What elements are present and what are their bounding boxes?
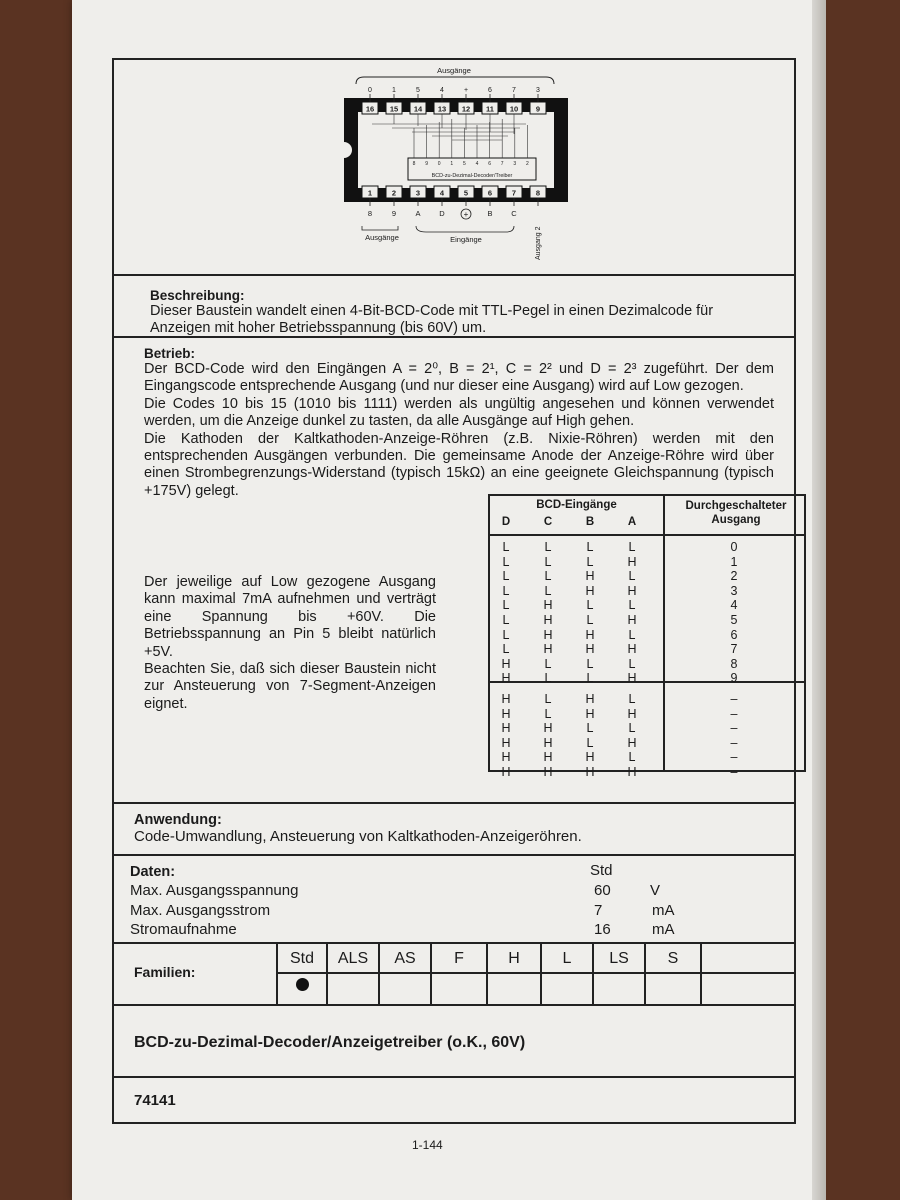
truth-col-header: C [543, 516, 553, 528]
truth-output-cell: 8 [730, 656, 738, 671]
familien-column-ls [592, 944, 644, 1004]
bottom-pin-function: 9 [391, 209, 397, 218]
daten-section [114, 854, 794, 942]
bottom-pin-function: C [511, 209, 517, 218]
bottom-pin-number: 7 [511, 188, 517, 198]
familien-end-divider [700, 944, 702, 1004]
page-edge [812, 0, 826, 1200]
top-pin-function: 6 [488, 87, 492, 94]
betrieb-paragraph-2: Die Codes 10 bis 15 (1010 bis 1111) werden als ungültig angesehen und können verwendet werden, um die Anzeige dunkel zu tasten, da alle Ausgänge auf High gehen. [144, 395, 774, 430]
truth-output-cell: – [730, 706, 738, 721]
bottom-pin-function: B [487, 209, 493, 218]
top-pin-number: 14 [413, 104, 423, 114]
bottom-pin-number: 5 [463, 188, 469, 198]
daten-value: 16 [594, 921, 611, 938]
truth-input-cell: H [627, 706, 637, 721]
truth-input-cell: L [628, 569, 636, 584]
truth-col-header: A [627, 516, 637, 528]
truth-output-cell: – [730, 735, 738, 750]
outputs-top-label: Ausgänge [437, 66, 471, 75]
truth-input-cell: H [627, 613, 637, 627]
truth-input-cell: L [544, 540, 552, 554]
bottom-pin-function: 8 [367, 209, 373, 218]
beschreibung-line-2: Anzeigen mit hoher Betriebsspannung (bis 60V) um. [150, 320, 487, 337]
truth-table-invalid-separator [490, 681, 804, 683]
familien-column-label: Std [289, 950, 314, 967]
top-pin-function: 1 [392, 87, 396, 94]
truth-input-cell: L [502, 540, 510, 554]
truth-input-cell: L [544, 569, 552, 584]
familien-section [114, 942, 794, 1004]
truth-input-cell: L [502, 598, 510, 613]
truth-output-cell: 3 [730, 583, 738, 598]
truth-input-cell: L [502, 554, 510, 569]
familien-column-label: ALS [337, 950, 369, 967]
truth-input-cell: L [544, 554, 552, 569]
truth-input-cell: H [585, 692, 595, 706]
familien-column-std [276, 944, 326, 1004]
truth-input-cell: H [585, 627, 595, 642]
betrieb-paragraph-5: Beachten Sie, daß sich dieser Baustein nicht zur Ansteuerung von 7-Segment-Anzeigen eignet. [144, 661, 436, 712]
familien-column-s [644, 944, 700, 1004]
bottom-pin-number: 3 [415, 188, 421, 198]
truth-input-cell: H [501, 721, 511, 736]
daten-column-header: Std [590, 862, 613, 879]
truth-input-cell: L [586, 613, 594, 627]
decoder-output-label: 6 [488, 161, 491, 167]
truth-input-cell: H [585, 583, 595, 598]
datasheet-frame [112, 58, 796, 1124]
truth-input-cell: H [627, 642, 637, 657]
familien-column-h [486, 944, 540, 1004]
truth-input-cell: L [502, 627, 510, 642]
decoder-output-label: 3 [513, 161, 517, 167]
truth-input-cell: L [586, 540, 594, 554]
truth-input-cell: L [628, 598, 636, 613]
truth-col-header: B [585, 516, 595, 528]
daten-value: 60 [594, 882, 611, 899]
part-number-section [114, 1076, 794, 1124]
inputs-label: Eingänge [450, 235, 482, 244]
beschreibung-section [114, 274, 794, 336]
familien-column-label: LS [609, 950, 629, 967]
truth-input-cell: L [502, 642, 510, 657]
truth-output-cell: 6 [730, 627, 738, 642]
decoder-label: BCD-zu-Dezimal-Decoder/Treiber [431, 173, 513, 179]
bottom-pin-number: 6 [487, 188, 493, 198]
daten-unit: mA [652, 921, 675, 938]
decoder-output-label: 5 [463, 161, 466, 167]
familien-column-als [326, 944, 378, 1004]
truth-input-cell: L [628, 692, 636, 706]
familien-column-as [378, 944, 430, 1004]
truth-input-cell: H [501, 671, 511, 686]
pinout-diagram [114, 60, 794, 274]
anwendung-section [114, 802, 794, 854]
outputs-bottom-bracket [362, 226, 398, 230]
top-pin-number: 15 [389, 104, 399, 114]
familien-column-label: L [562, 950, 572, 967]
truth-input-cell: L [544, 706, 552, 721]
familien-column-l [540, 944, 592, 1004]
truth-input-cell: H [585, 569, 595, 584]
daten-label: Stromaufnahme [130, 921, 237, 938]
truth-output-cell: 9 [730, 671, 738, 686]
truth-input-cell: H [585, 765, 595, 779]
outputs-bottom-label: Ausgänge [365, 233, 399, 242]
truth-input-cell: H [627, 554, 637, 569]
truth-output-cell: 1 [730, 554, 738, 569]
decoder-output-label: 9 [425, 161, 428, 167]
top-pin-number: 13 [437, 104, 447, 114]
familien-column-label: H [508, 950, 520, 967]
truth-output-cell: – [730, 765, 738, 779]
datasheet-page [72, 0, 820, 1200]
top-pin-number: 9 [535, 104, 541, 114]
decoder-output-label: 8 [412, 161, 416, 167]
bottom-pin-number: 1 [367, 188, 373, 198]
top-pin-function: 7 [512, 87, 516, 94]
beschreibung-title: Beschreibung: [150, 288, 245, 303]
truth-input-cell: L [586, 671, 594, 686]
daten-label: Max. Ausgangsspannung [130, 882, 299, 899]
truth-table-divider [663, 496, 665, 770]
bottom-pin-number: 2 [391, 188, 397, 198]
anwendung-text: Code-Umwandlung, Ansteuerung von Kaltkathoden-Anzeigeröhren. [134, 828, 582, 845]
top-pin-function: 0 [368, 87, 372, 94]
top-pin-number: 10 [509, 104, 519, 114]
betrieb-title: Betrieb: [144, 346, 196, 361]
truth-input-cell: L [586, 554, 594, 569]
truth-input-cell: L [586, 598, 594, 613]
top-pin-function: 4 [440, 87, 444, 94]
truth-input-cell: L [502, 613, 510, 627]
truth-table [488, 494, 806, 779]
available-dot-icon [296, 978, 309, 991]
familien-row-divider [276, 972, 796, 974]
truth-input-cell: L [628, 656, 636, 671]
truth-output-cell: 2 [730, 569, 738, 584]
truth-input-cell: H [627, 735, 637, 750]
daten-unit: V [650, 882, 661, 899]
truth-input-cell: L [544, 583, 552, 598]
truth-input-cell: H [627, 765, 637, 779]
truth-input-cell: H [543, 613, 553, 627]
truth-input-cell: L [628, 721, 636, 736]
truth-input-cell: H [543, 627, 553, 642]
beschreibung-line-1: Dieser Baustein wandelt einen 4-Bit-BCD-Code mit TTL-Pegel in einen Dezimalcode für [150, 303, 714, 319]
bottom-pin-number: 8 [535, 188, 541, 198]
familien-column-f [430, 944, 486, 1004]
truth-input-cell: H [543, 642, 553, 657]
title-section [114, 1004, 794, 1076]
decoder-output-label: 4 [475, 161, 479, 167]
truth-output-cell: – [730, 750, 738, 765]
betrieb-paragraph-1: Der BCD-Code wird den Eingängen A = 2⁰, B = 2¹, C = 2² und D = 2³ zugeführt. Der dem Eingangscode entsprechende Ausgang (und nur dieser eine Ausgang) wird auf Low gezogen. [144, 361, 774, 395]
truth-input-cell: L [586, 656, 594, 671]
betrieb-paragraph-4: Der jeweilige auf Low gezogene Ausgang kann maximal 7mA aufnehmen und verträgt eine Spannung bis +60V. Die Betriebsspannung an Pin 5 bleibt natürlich +5V. [144, 574, 436, 660]
top-pin-function: 3 [536, 87, 540, 94]
truth-input-cell: L [544, 656, 552, 671]
decoder-output-label: 2 [526, 161, 529, 167]
truth-input-cell: H [501, 750, 511, 765]
truth-input-cell: H [501, 735, 511, 750]
anwendung-title: Anwendung: [134, 812, 222, 828]
bottom-pin-function: D [439, 209, 445, 218]
truth-output-cell: 5 [730, 613, 738, 627]
bottom-pin-function: A [415, 209, 421, 218]
daten-value: 7 [594, 901, 603, 919]
decoder-output-label: 0 [437, 161, 441, 167]
familien-column-label: S [667, 950, 679, 967]
truth-input-cell: H [585, 750, 595, 765]
decoder-output-label: 1 [450, 161, 454, 167]
truth-input-cell: H [543, 721, 553, 736]
top-pin-function: 5 [416, 87, 420, 94]
vcc-plus: + [463, 210, 469, 219]
truth-output-cell: – [730, 721, 738, 736]
daten-title: Daten: [130, 864, 176, 880]
truth-output-cell: 7 [730, 642, 738, 657]
truth-input-cell: L [544, 692, 552, 706]
truth-col-header: D [501, 516, 511, 528]
truth-input-cell: H [543, 765, 553, 779]
truth-input-cell: L [502, 583, 510, 598]
top-pin-function: + [463, 87, 469, 94]
top-pin-number: 16 [365, 104, 375, 114]
betrieb-section [114, 336, 794, 802]
truth-output-cell: – [730, 692, 738, 706]
output-2-vertical-label: Ausgang 2 [535, 226, 542, 260]
device-title: BCD-zu-Dezimal-Decoder/Anzeigetreiber (o.K., 60V) [134, 1034, 526, 1051]
decoder-output-label: 7 [500, 161, 504, 167]
truth-input-cell: H [501, 656, 511, 671]
familien-column-label: AS [394, 950, 416, 967]
truth-input-cell: L [502, 569, 510, 584]
page-number: 1-144 [412, 1138, 443, 1152]
truth-input-cell: H [501, 706, 511, 721]
truth-header-inputs: BCD-Eingänge [536, 499, 617, 511]
truth-input-cell: L [628, 750, 636, 765]
top-pin-number: 11 [486, 104, 494, 114]
truth-header-output: Durchgeschalteter Ausgang [685, 500, 787, 526]
truth-output-cell: 0 [730, 540, 738, 554]
truth-input-cell: L [628, 627, 636, 642]
truth-input-cell: H [543, 750, 553, 765]
part-number: 74141 [134, 1092, 176, 1109]
truth-input-cell: H [543, 598, 553, 613]
inputs-bracket [416, 226, 514, 232]
familien-label: Familien: [134, 964, 196, 980]
truth-input-cell: H [585, 706, 595, 721]
truth-input-cell: L [544, 671, 552, 686]
truth-input-cell: L [586, 735, 594, 750]
familien-column-label: F [454, 950, 464, 967]
truth-output-cell: 4 [730, 598, 738, 613]
truth-input-cell: H [501, 765, 511, 779]
truth-input-cell: H [627, 671, 637, 686]
truth-input-cell: L [628, 540, 636, 554]
truth-input-cell: L [586, 721, 594, 736]
ic-pinout-svg [336, 64, 576, 264]
truth-input-cell: H [543, 735, 553, 750]
truth-input-cell: H [501, 692, 511, 706]
bottom-pin-number: 4 [439, 188, 445, 198]
daten-label: Max. Ausgangsstrom [130, 901, 271, 919]
truth-input-cell: H [585, 642, 595, 657]
daten-unit: mA [652, 901, 675, 919]
top-pin-number: 12 [461, 104, 471, 114]
outputs-bracket [356, 77, 554, 84]
truth-input-cell: H [627, 583, 637, 598]
betrieb-paragraph-3: Die Kathoden der Kaltkathoden-Anzeige-Röhren (z.B. Nixie-Röhren) werden mit den entsprechenden Ausgängen verbunden. Die gemeinsame Anode der Anzeige-Röhre wird über einen Strombegrenzungs-Widerstand (typisch 15kΩ) an eine geeignete Gleichspannung (typisch +175V) gelegt. [144, 430, 774, 499]
